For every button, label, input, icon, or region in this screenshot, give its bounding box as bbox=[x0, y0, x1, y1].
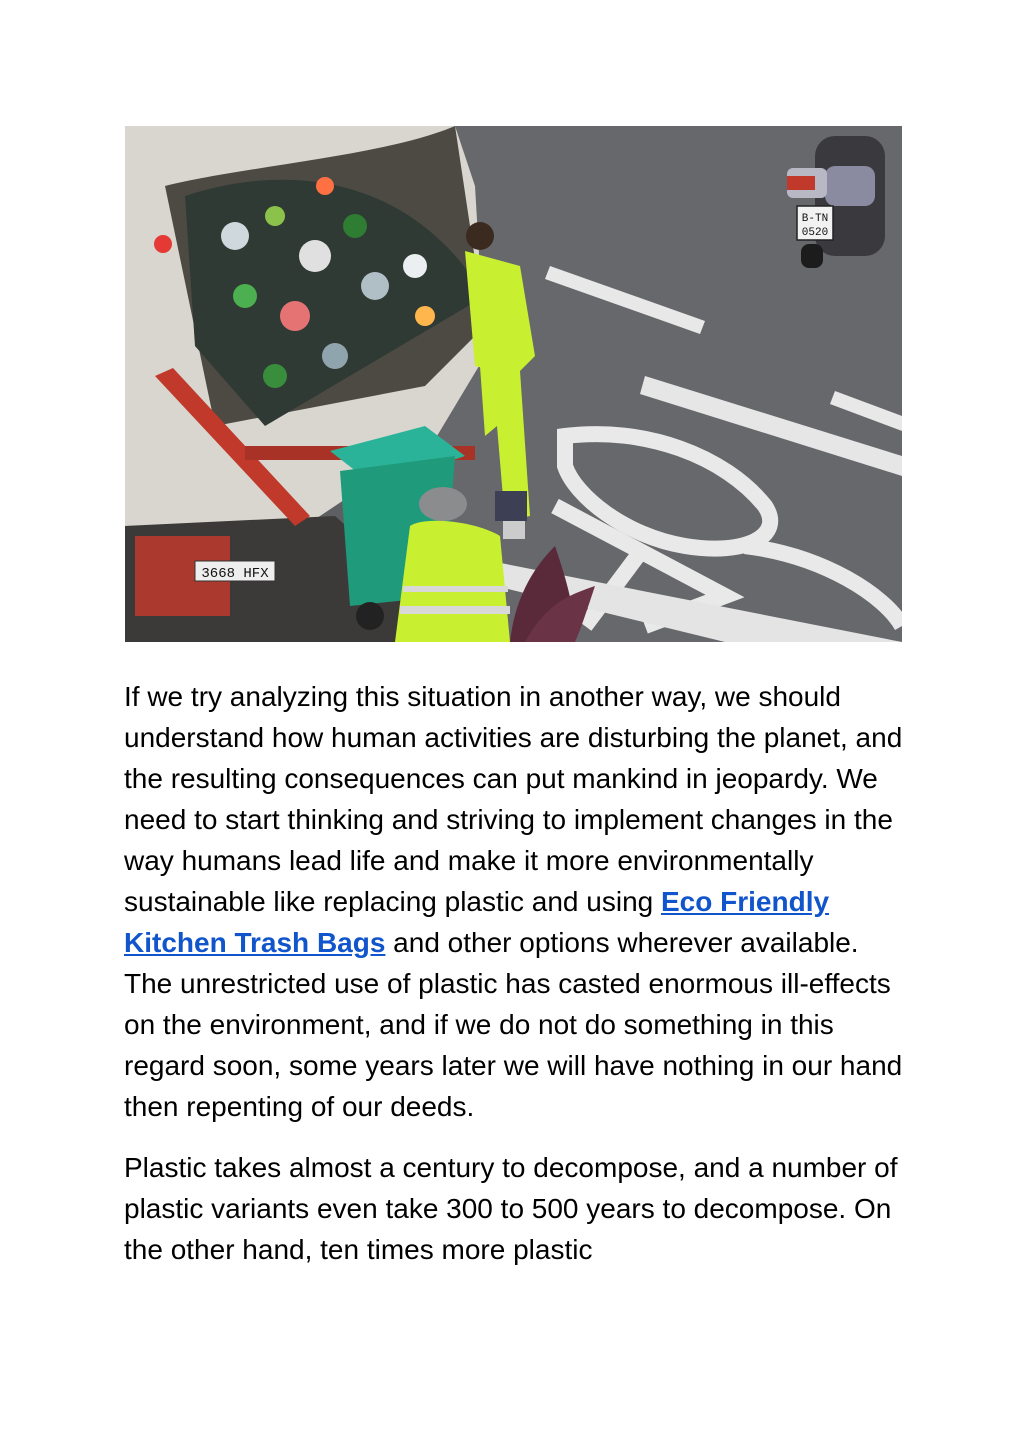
eco-trash-bags-link[interactable]: Eco Friendly Kitchen Trash Bags bbox=[124, 886, 830, 958]
scooter-plate-line2: 0520 bbox=[801, 227, 829, 239]
paragraph-decompose: Plastic takes almost a century to decompose, and a number of plastic variants even take 300 to 500 years to decompose. On the other hand, ten times more plastic bbox=[124, 1152, 898, 1265]
paragraph-text: and other options wherever available. The unrestricted use of plastic has casted enormous ill-effects on the environment, and if we do not do something in this regard soon, some years later we will have nothing in our hand then repenting of our deeds. bbox=[124, 927, 903, 1122]
garbage-truck-photo bbox=[125, 126, 902, 642]
truck-plate: 3668 HFX bbox=[201, 566, 269, 582]
paragraph-environment bbox=[124, 676, 914, 1127]
paragraph-text: If we try analyzing this situation in another way, we should understand how human activities are disturbing the planet, and the resulting consequences can put mankind in jeopardy. We need to start thinking and striving to implement changes in the way humans lead life and make it more environmentally sustainable like replacing plastic and using bbox=[124, 681, 903, 917]
scooter-plate-line1: B-TN bbox=[801, 213, 829, 225]
article-body bbox=[124, 676, 914, 1290]
